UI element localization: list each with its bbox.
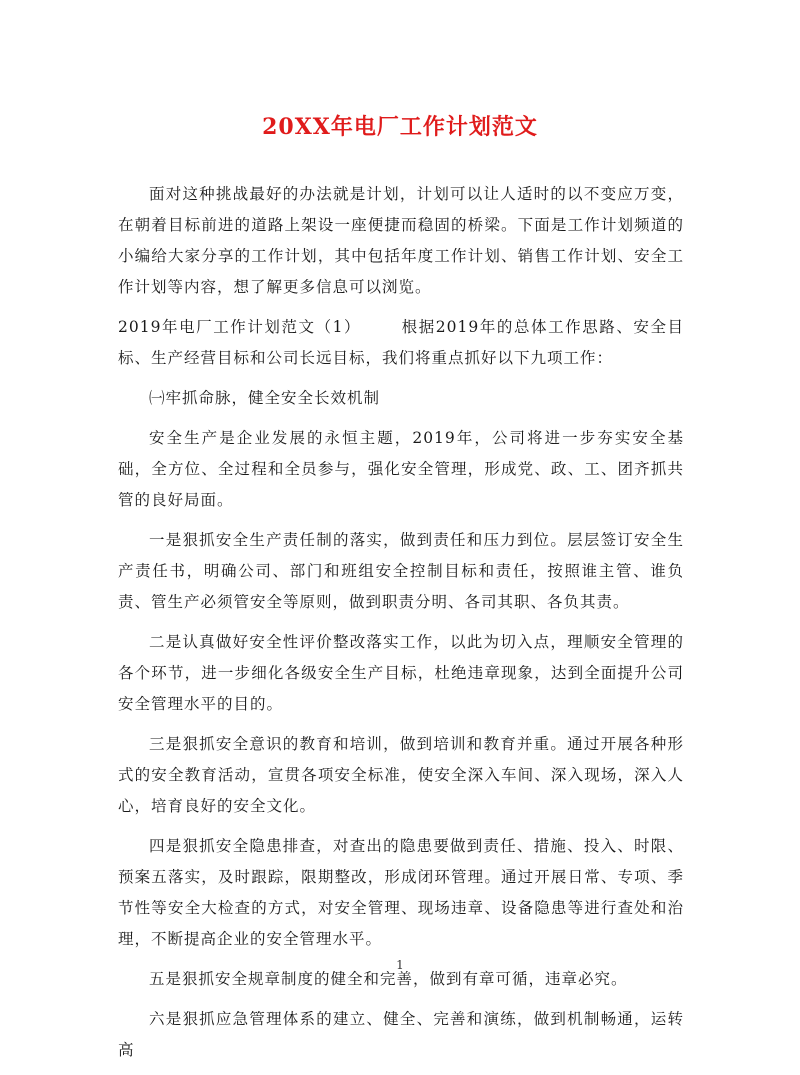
paragraph-item-4: 四是狠抓安全隐患排查，对查出的隐患要做到责任、措施、投入、时限、预案五落实，及时跟踪，限期整改，形成闭环管理。通过开展日常、专项、季节性等安全大检查的方式，对安全管理、现场违章、设备隐患等进行查处和治理，不断提高企业的安全管理水平。 bbox=[118, 837, 684, 948]
paragraph-subheading: ㈠牢抓命脉，健全安全长效机制 bbox=[149, 389, 381, 407]
page-number: 1 bbox=[396, 958, 404, 972]
paragraph-section-heading bbox=[118, 312, 684, 374]
document-title: 20XX年电厂工作计划范文 bbox=[262, 114, 538, 140]
document-body bbox=[118, 179, 684, 1075]
paragraph-item-1: 一是狠抓安全生产责任制的落实，做到责任和压力到位。层层签订安全生产责任书，明确公司、部门和班组安全控制目标和责任，按照谁主管、谁负责、管生产必须管安全等原则，做到职责分明、各司其职、各负其责。 bbox=[118, 531, 684, 611]
paragraph-item-2: 二是认真做好安全性评价整改落实工作，以此为切入点，理顺安全管理的各个环节，进一步细化各级安全生产目标，杜绝违章现象，达到全面提升公司安全管理水平的目的。 bbox=[118, 633, 684, 713]
paragraph-intro: 面对这种挑战最好的办法就是计划，计划可以让人适时的以不变应万变，在朝着目标前进的道路上架设一座便捷而稳固的桥梁。下面是工作计划频道的小编给大家分享的工作计划，其中包括年度工作计划、销售工作计划、安全工作计划等内容，想了解更多信息可以浏览。 bbox=[118, 185, 684, 296]
paragraph-item-3: 三是狠抓安全意识的教育和培训，做到培训和教育并重。通过开展各种形式的安全教育活动，宣贯各项安全标准，使安全深入车间、深入现场，深入人心，培育良好的安全文化。 bbox=[118, 735, 684, 815]
paragraph-safety-theme: 安全生产是企业发展的永恒主题，2019年，公司将进一步夯实安全基础，全方位、全过程和全员参与，强化安全管理，形成党、政、工、团齐抓共管的良好局面。 bbox=[118, 429, 684, 509]
paragraph-item-5: 五是狠抓安全规章制度的健全和完善，做到有章可循，违章必究。 bbox=[149, 970, 628, 988]
section-heading: 2019年电厂工作计划范文（1） bbox=[118, 318, 362, 336]
section-heading-text: 根据2019年的总体工作思路、安全目标、生产经营目标和公司长远目标，我们将重点抓好以下九项工作： bbox=[118, 318, 685, 367]
paragraph-item-6: 六是狠抓应急管理体系的建立、健全、完善和演练，做到机制畅通，运转高 bbox=[118, 1010, 684, 1059]
